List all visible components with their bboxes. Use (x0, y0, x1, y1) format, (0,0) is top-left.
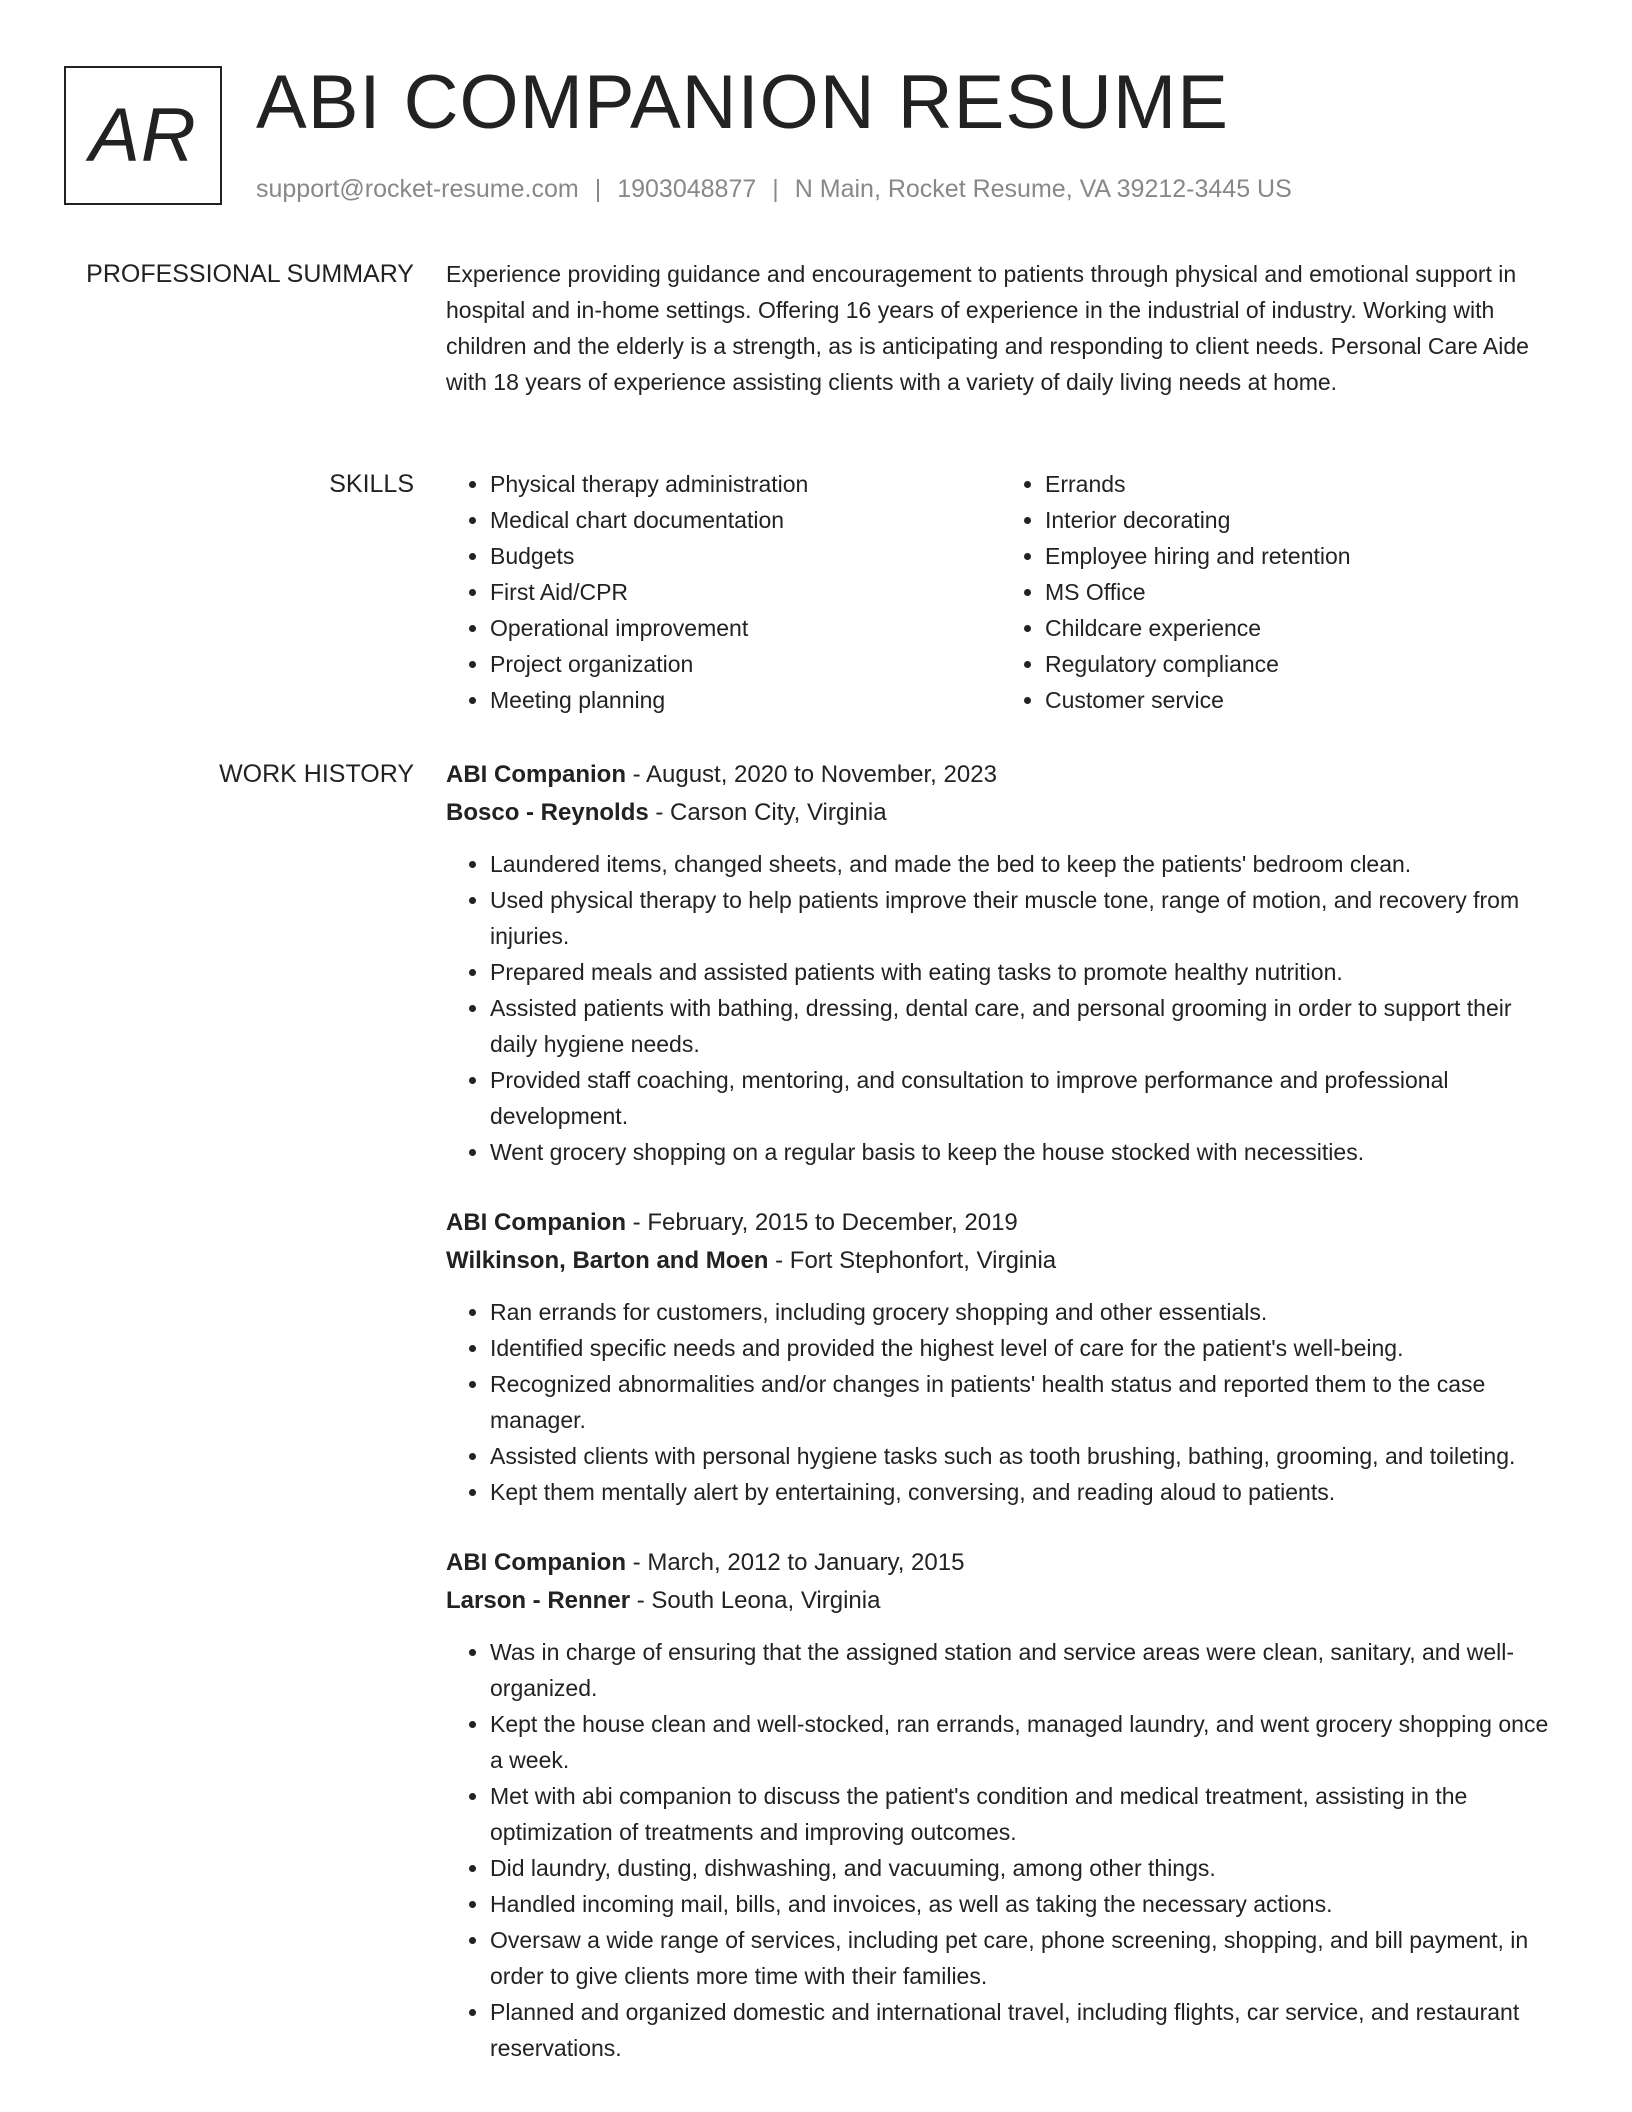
resume-title: ABI COMPANION RESUME (256, 60, 1229, 145)
skills-columns (446, 466, 1556, 718)
monogram-badge: AR (64, 66, 222, 205)
job-employer-line (446, 1242, 1556, 1280)
skill-item: • Childcare experience (1045, 610, 1556, 646)
skill-item: • Employee hiring and retention (1045, 538, 1556, 574)
skill-item: • Medical chart documentation (490, 502, 1001, 538)
job-bullet: • Recognized abnormalities and/or changes in patients' health status and reported them to the case manager. (490, 1366, 1556, 1438)
job-bullet: • Did laundry, dusting, dishwashing, and vacuuming, among other things. (490, 1850, 1556, 1886)
skill-item: • Project organization (490, 646, 1001, 682)
job-location: - Carson City, Virginia (648, 799, 887, 826)
job-dates: - August, 2020 to November, 2023 (626, 761, 997, 788)
job-bullet: • Kept them mentally alert by entertaining, conversing, and reading aloud to patients. (490, 1474, 1556, 1510)
skill-item: • Errands (1045, 466, 1556, 502)
skill-item: • First Aid/CPR (490, 574, 1001, 610)
job-location: - South Leona, Virginia (630, 1587, 881, 1614)
job-entry (446, 756, 1556, 1170)
job-bullet: • Assisted patients with bathing, dressing, dental care, and personal grooming in order to support their daily hygiene needs. (490, 990, 1556, 1062)
job-bullet: • Laundered items, changed sheets, and made the bed to keep the patients' bedroom clean. (490, 846, 1556, 882)
skills-heading: SKILLS (329, 470, 414, 498)
job-entry (446, 1544, 1556, 2066)
contact-email: support@rocket-resume.com (256, 175, 579, 203)
job-employer-line (446, 794, 1556, 832)
contact-line (256, 172, 1292, 206)
job-dates: - February, 2015 to December, 2019 (626, 1209, 1018, 1236)
contact-phone: 1903048877 (617, 175, 757, 203)
job-entry (446, 1204, 1556, 1510)
job-title: ABI Companion (446, 761, 626, 788)
job-bullet: • Went grocery shopping on a regular basis to keep the house stocked with necessities. (490, 1134, 1556, 1170)
skill-item: • Physical therapy administration (490, 466, 1001, 502)
contact-separator: | (594, 175, 602, 203)
job-location: - Fort Stephonfort, Virginia (768, 1247, 1057, 1274)
job-title: ABI Companion (446, 1209, 626, 1236)
contact-address: N Main, Rocket Resume, VA 39212-3445 US (794, 175, 1292, 203)
job-bullet: • Identified specific needs and provided the highest level of care for the patient's well-being. (490, 1330, 1556, 1366)
job-employer-line (446, 1582, 1556, 1620)
job-bullet: • Provided staff coaching, mentoring, and consultation to improve performance and professional development. (490, 1062, 1556, 1134)
skills-list-left (446, 466, 1001, 718)
job-bullet: • Met with abi companion to discuss the patient's condition and medical treatment, assisting in the optimization of treatments and improving outcomes. (490, 1778, 1556, 1850)
work-history-body (446, 756, 1556, 2100)
job-title-line (446, 1204, 1556, 1242)
job-dates: - March, 2012 to January, 2015 (626, 1549, 965, 1576)
job-title: ABI Companion (446, 1549, 626, 1576)
summary-body (446, 256, 1556, 400)
job-bullets (446, 1294, 1556, 1510)
skill-item: • Meeting planning (490, 682, 1001, 718)
skill-item: • MS Office (1045, 574, 1556, 610)
job-bullets (446, 1634, 1556, 2066)
job-bullet: • Kept the house clean and well-stocked, ran errands, managed laundry, and went grocery shopping once a week. (490, 1706, 1556, 1778)
skill-item: • Customer service (1045, 682, 1556, 718)
summary-heading: PROFESSIONAL SUMMARY (86, 260, 414, 288)
job-employer: Larson - Renner (446, 1587, 631, 1614)
job-title-line (446, 1544, 1556, 1582)
job-bullet: • Oversaw a wide range of services, including pet care, phone screening, shopping, and bill payment, in order to give clients more time with their families. (490, 1922, 1556, 1994)
job-employer: Wilkinson, Barton and Moen (446, 1247, 769, 1274)
job-bullet: • Used physical therapy to help patients improve their muscle tone, range of motion, and recovery from injuries. (490, 882, 1556, 954)
skills-body (446, 466, 1556, 718)
contact-separator: | (772, 175, 779, 203)
work-history-heading: WORK HISTORY (219, 760, 414, 788)
job-title-line (446, 756, 1556, 794)
job-bullet: • Assisted clients with personal hygiene tasks such as tooth brushing, bathing, grooming, and toileting. (490, 1438, 1556, 1474)
skill-item: • Regulatory compliance (1045, 646, 1556, 682)
skill-item: • Operational improvement (490, 610, 1001, 646)
skill-item: • Budgets (490, 538, 1001, 574)
job-bullet: • Ran errands for customers, including grocery shopping and other essentials. (490, 1294, 1556, 1330)
skills-list-right (1001, 466, 1556, 718)
job-employer: Bosco - Reynolds (446, 799, 649, 826)
job-bullet: • Planned and organized domestic and international travel, including flights, car service, and restaurant reservations. (490, 1994, 1556, 2066)
job-bullets (446, 846, 1556, 1170)
skill-item: • Interior decorating (1045, 502, 1556, 538)
job-bullet: • Was in charge of ensuring that the assigned station and service areas were clean, sanitary, and well-organized. (490, 1634, 1556, 1706)
summary-text: Experience providing guidance and encouragement to patients through physical and emotional support in hospital and in-home settings. Offering 16 years of experience in the industrial of industry. Working with children and the elderly is a strength, as is anticipating and responding to client needs. Personal Care Aide with 18 years of experience assisting clients with a variety of daily living needs at home. (446, 261, 1529, 395)
job-bullet: • Prepared meals and assisted patients with eating tasks to promote healthy nutrition. (490, 954, 1556, 990)
job-bullet: • Handled incoming mail, bills, and invoices, as well as taking the necessary actions. (490, 1886, 1556, 1922)
